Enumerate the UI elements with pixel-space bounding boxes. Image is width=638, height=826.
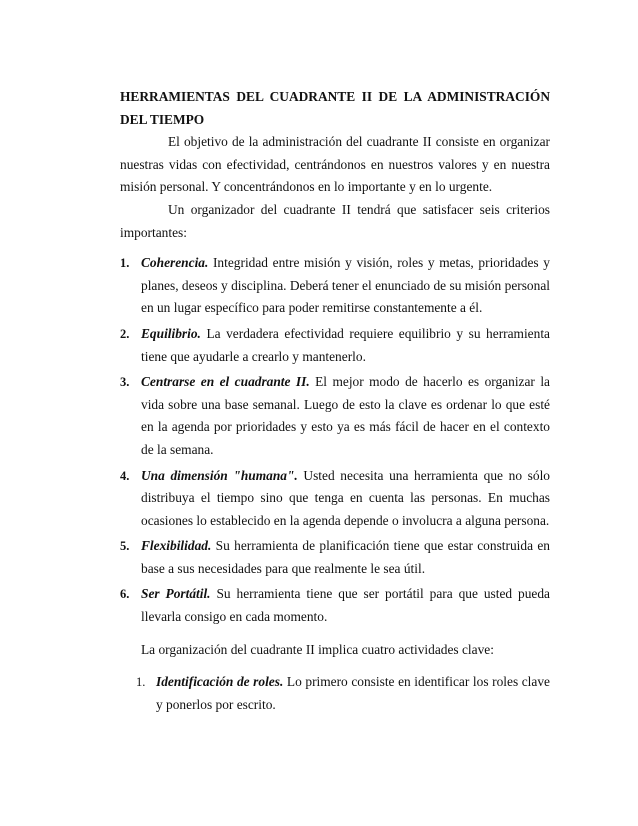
closing-paragraph: La organización del cuadrante II implica cuatro actividades clave: — [141, 641, 494, 657]
item-text: Su herramienta de planificación tiene que estar construida en base a sus necesidades para que realmente le sea útil. — [141, 538, 550, 576]
item-text: Lo primero consiste en identificar los roles clave y ponerlos por escrito. — [156, 674, 550, 712]
item-term: Ser Portátil. — [141, 586, 211, 602]
item-term: Flexibilidad. — [141, 538, 212, 554]
item-number: 1. — [136, 675, 146, 690]
item-text: Su herramienta tiene que ser portátil para que usted pueda llevarla consigo en cada momento. — [141, 586, 550, 625]
item-text: La verdadera efectividad requiere equilibrio y su herramienta tiene que ayudarle a crearlo y mantenerlo. — [141, 325, 550, 364]
item-term: Centrarse en el cuadrante II. — [141, 374, 310, 390]
activities-list — [120, 671, 550, 716]
criteria-item — [120, 465, 550, 533]
item-text: Integridad entre misión y visión, roles y metas, prioridades y planes, deseos y disciplina. Deberá tener el enunciado de su misión personal en un lugar específico para poder remitirse constantemente a él. — [141, 255, 550, 316]
criteria-item — [120, 583, 550, 628]
activity-item — [120, 671, 550, 716]
criteria-item — [120, 323, 550, 368]
item-number: 3. — [120, 375, 130, 390]
criteria-list — [120, 252, 550, 629]
item-text: Usted necesita una herramienta que no sólo distribuya el tiempo sino que tenga en cuenta las personas. En muchas ocasiones lo establecido en la agenda depende o involucra a alguna persona. — [141, 467, 550, 528]
intro-paragraph: El objetivo de la administración del cuadrante II consiste en organizar nuestras vidas con efectividad, centrándonos en nuestros valores y en nuestra misión personal. Y concentrándonos en lo importante y en lo urgente. — [120, 134, 550, 195]
document-title: HERRAMIENTAS DEL CUADRANTE II DE LA ADMINISTRACIÓN DEL TIEMPO — [120, 89, 550, 127]
item-number: 2. — [120, 326, 130, 341]
item-number: 5. — [120, 539, 130, 554]
criteria-item — [120, 252, 550, 320]
item-number: 1. — [120, 256, 130, 271]
criteria-item — [120, 371, 550, 461]
intro-paragraph: Un organizador del cuadrante II tendrá que satisfacer seis criterios importantes: — [120, 201, 550, 240]
item-term: Coherencia. — [141, 255, 209, 271]
criteria-item — [120, 535, 550, 580]
item-term: Una dimensión "humana". — [141, 467, 298, 483]
item-term: Equilibrio. — [141, 325, 201, 341]
item-text: El mejor modo de hacerlo es organizar la vida sobre una base semanal. Luego de esto la clave es ordenar lo que esté en la agenda por prioridades y esto ya es más fácil de hacer en el contexto de la semana. — [141, 374, 550, 457]
item-number: 4. — [120, 468, 130, 483]
document-page — [120, 86, 550, 716]
item-number: 6. — [120, 587, 130, 602]
item-term: Identificación de roles. — [156, 674, 284, 690]
